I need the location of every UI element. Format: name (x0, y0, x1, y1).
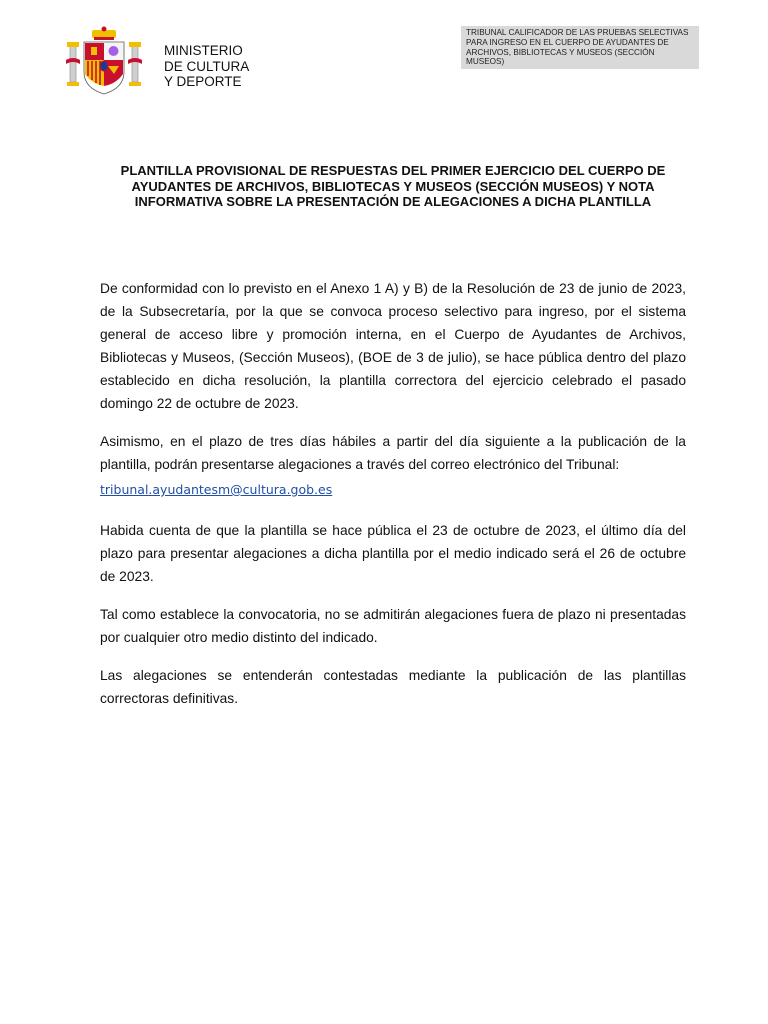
document-title: PLANTILLA PROVISIONAL DE RESPUESTAS DEL PRIMER EJERCICIO DEL CUERPO DE AYUDANTES DE ARCHIVOS, BIBLIOTECAS Y MUSEOS (SECCIÓN MUSEOS) Y NOTA INFORMATIVA SOBRE LA PRESENTACIÓN DE ALEGACIONES A DICHA PLANTILLA (120, 163, 666, 209)
tribunal-label-box (461, 26, 699, 69)
paragraph-2-text: Asimismo, en el plazo de tres días hábiles a partir del día siguiente a la publicación de la plantilla, podrán presentarse alegaciones a través del correo electrónico del Tribunal: (100, 434, 686, 472)
paragraph-1: De conformidad con lo previsto en el Anexo 1 A) y B) de la Resolución de 23 de junio de 2023, de la Subsecretaría, por la que se convoca proceso selectivo para ingreso, por el sistema general de acceso libre y promoción interna, en el Cuerpo de Ayudantes de Archivos, Bibliotecas y Museos, (Sección Museos), (BOE de 3 de julio), se hace pública dentro del plazo establecido en dicha resolución, la plantilla correctora del ejercicio celebrado el pasado domingo 22 de octubre de 2023. (100, 281, 686, 411)
ministry-line-3: Y DEPORTE (164, 74, 242, 89)
ministry-name (164, 43, 249, 90)
ministry-line-1: MINISTERIO (164, 43, 243, 58)
spain-coat-of-arms-icon (64, 26, 144, 98)
tribunal-email-link[interactable]: tribunal.ayudantesm@cultura.gob.es (100, 482, 333, 497)
document-body (100, 277, 686, 725)
paragraph-5: Las alegaciones se entenderán contestadas mediante la publicación de las plantillas correctoras definitivas. (100, 668, 686, 706)
paragraph-2 (100, 430, 686, 501)
tribunal-label: TRIBUNAL CALIFICADOR DE LAS PRUEBAS SELECTIVAS PARA INGRESO EN EL CUERPO DE AYUDANTES DE ARCHIVOS, BIBLIOTECAS Y MUSEOS (SECCIÓN MUSEOS) (466, 28, 689, 67)
ministry-line-2: DE CULTURA (164, 58, 250, 74)
document-header (0, 0, 768, 110)
paragraph-4: Tal como establece la convocatoria, no se admitirán alegaciones fuera de plazo ni presentadas por cualquier otro medio distinto del indicado. (100, 607, 686, 645)
paragraph-3: Habida cuenta de que la plantilla se hace pública el 23 de octubre de 2023, el último día del plazo para presentar alegaciones a dicha plantilla por el medio indicado será el 26 de octubre de 2023. (100, 523, 686, 584)
